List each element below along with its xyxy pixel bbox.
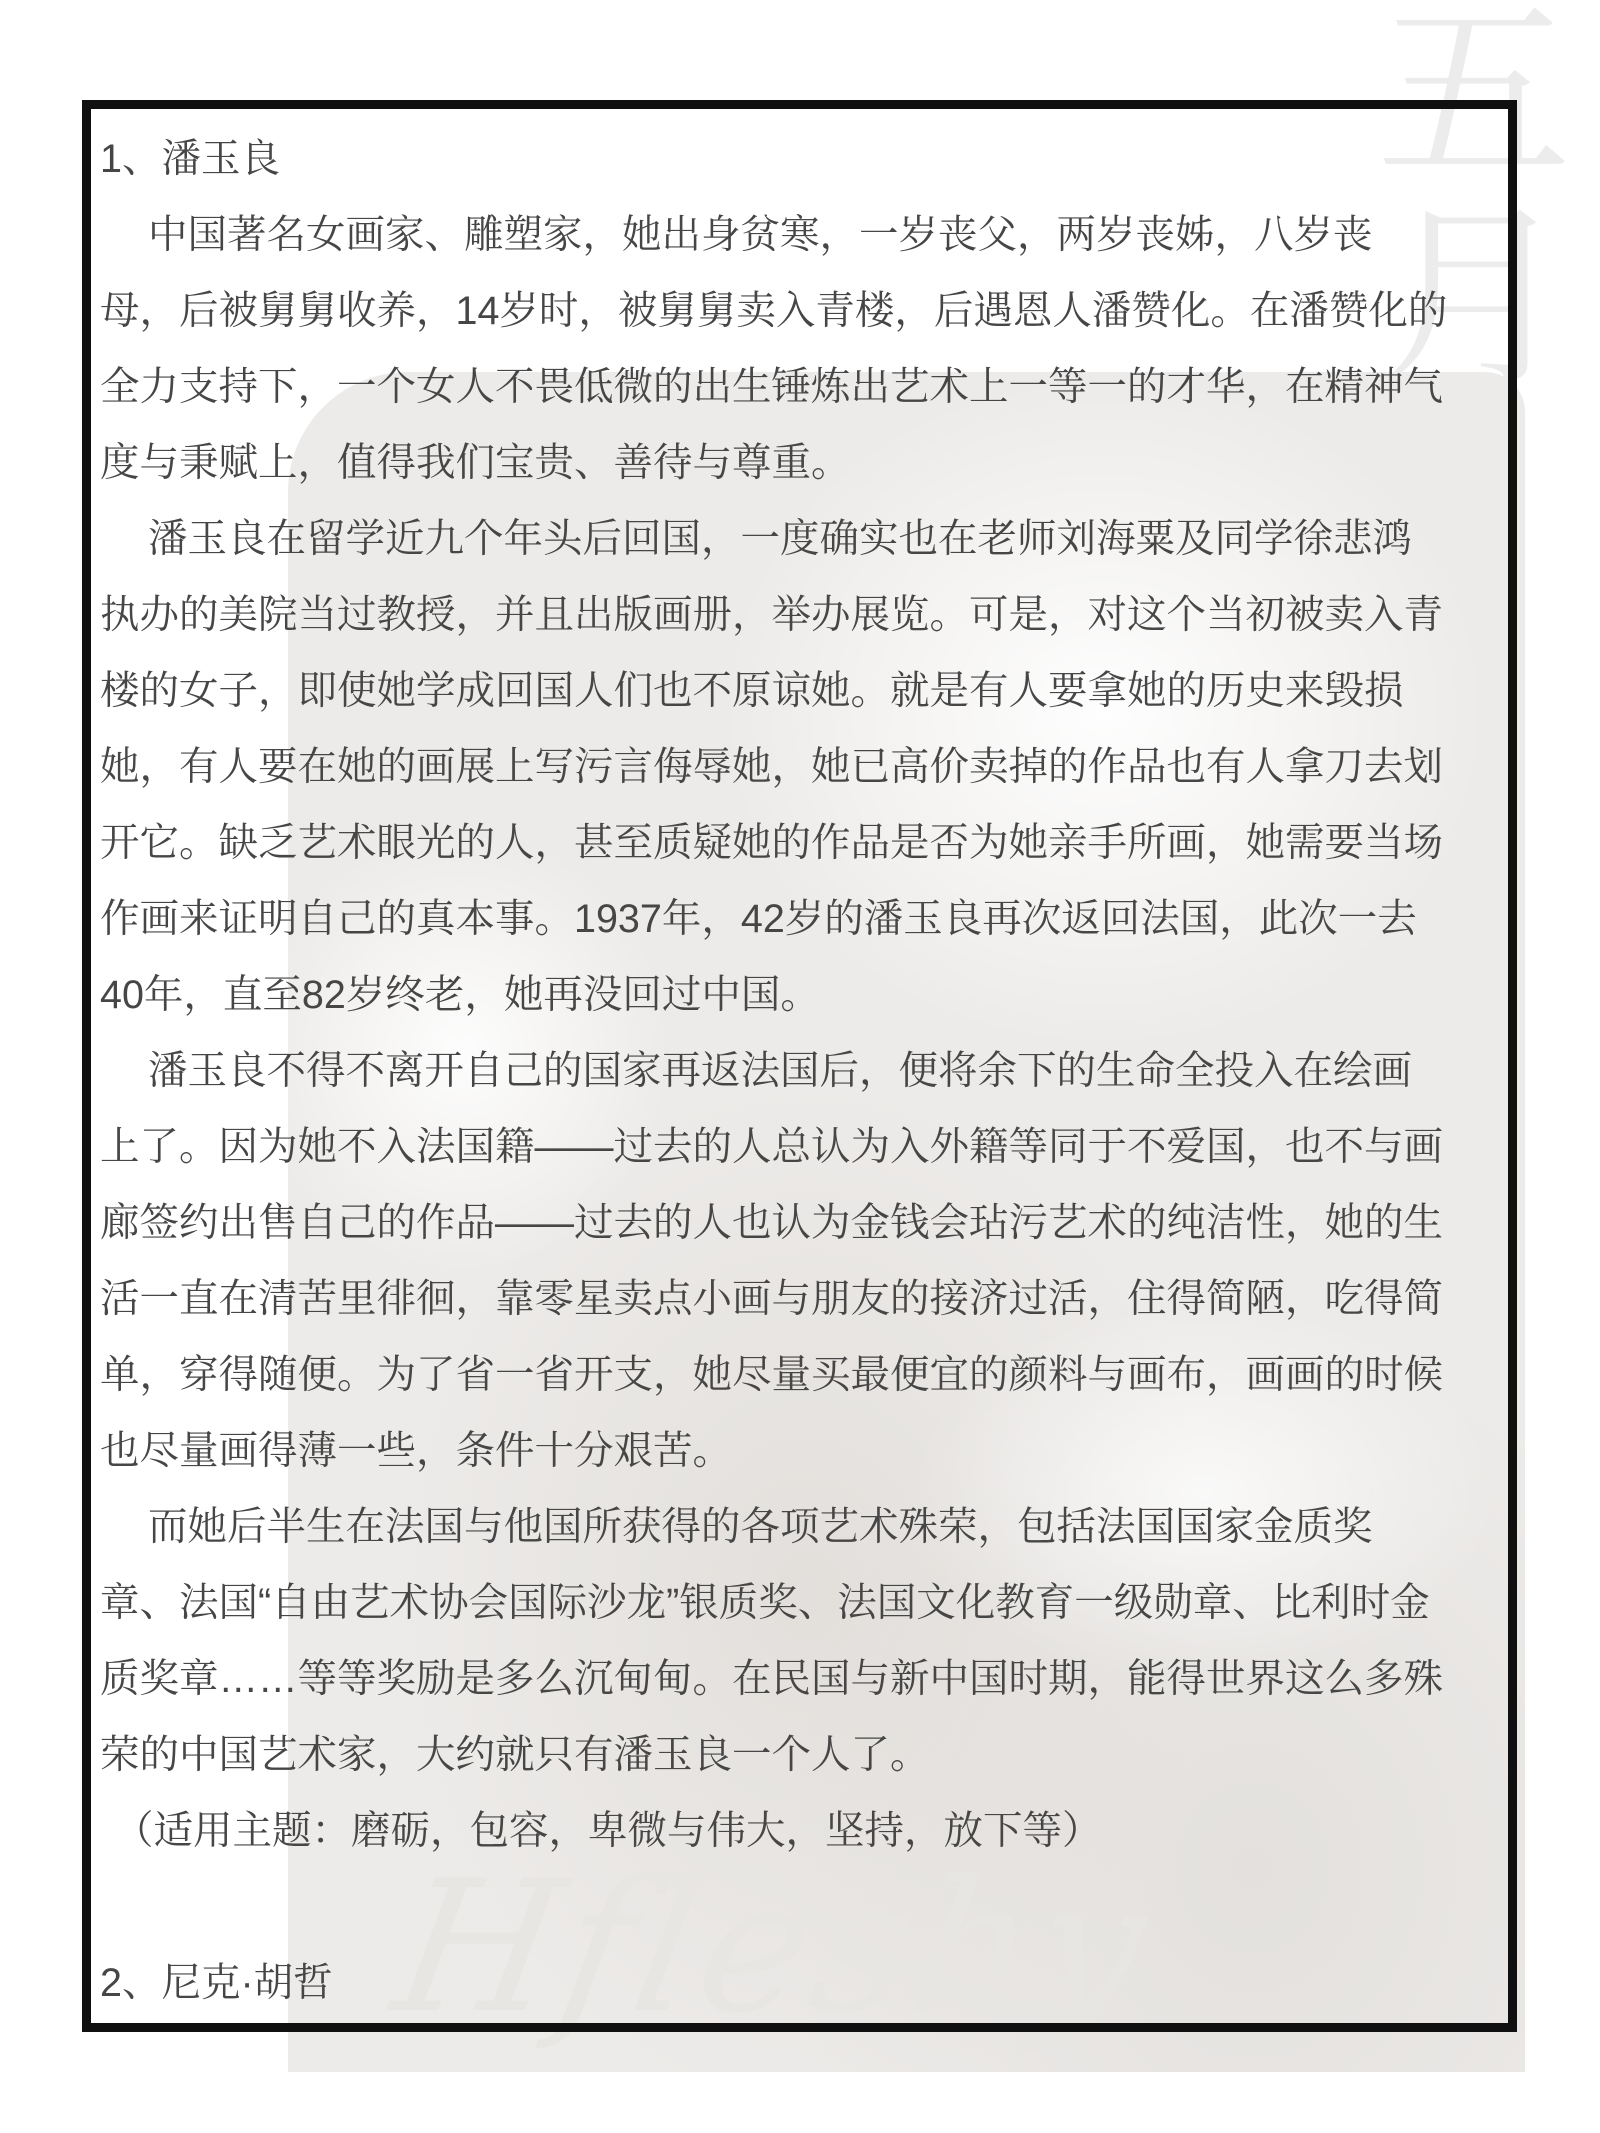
text-line: 楼的女子，即使她学成回国人们也不原谅她。就是有人要拿她的历史来毁损 [100,669,1404,713]
section-1-heading: 1、潘玉良 [100,137,280,181]
month-watermark-char-2: 月 [1376,190,1572,408]
text-line: 开它。缺乏艺术眼光的人，甚至质疑她的作品是否为她亲手所画，她需要当场 [100,821,1443,865]
text-line: 廊签约出售自己的作品——过去的人也认为金钱会玷污艺术的纯洁性，她的生 [100,1201,1443,1245]
article-text [100,121,1492,2021]
text-line: 单，穿得随便。为了省一省开支，她尽量买最便宜的颜料与画布，画画的时候 [100,1353,1443,1397]
text-line: 度与秉赋上，值得我们宝贵、善待与尊重。 [100,441,851,485]
month-watermark-char-1: 五 [1376,0,1572,203]
text-line: 而她后半生在法国与他国所获得的各项艺术殊荣，包括法国国家金质奖 [148,1505,1373,1549]
blank-line [100,1869,1492,1945]
text-line: 作画来证明自己的真本事。1937年，42岁的潘玉良再次返回法国，此次一去 [100,897,1417,941]
section-2-heading: 2、尼克·胡哲 [100,1961,333,2005]
text-line: 上了。因为她不入法国籍——过去的人总认为入外籍等同于不爱国，也不与画 [100,1125,1443,1169]
text-line: 质奖章……等等奖励是多么沉甸甸。在民国与新中国时期，能得世界这么多殊 [100,1657,1443,1701]
theme-note-line: （适用主题：磨砺，包容，卑微与伟大，坚持，放下等） [114,1809,1102,1853]
text-line: 潘玉良在留学近九个年头后回国，一度确实也在老师刘海粟及同学徐悲鸿 [148,517,1412,561]
text-line: 执办的美院当过教授，并且出版画册，举办展览。可是，对这个当初被卖入青 [100,593,1443,637]
text-line: 章、法国“自由艺术协会国际沙龙”银质奖、法国文化教育一级勋章、比利时金 [100,1581,1430,1625]
text-line: 她，有人要在她的画展上写污言侮辱她，她已高价卖掉的作品也有人拿刀去划 [100,745,1443,789]
text-line: 荣的中国艺术家，大约就只有潘玉良一个人了。 [100,1733,930,1777]
script-watermark: Hfleshy [381,1841,1167,2053]
text-line: 40年，直至82岁终老，她再没回过中国。 [100,973,820,1017]
text-line: 中国著名女画家、雕塑家，她出身贫寒，一岁丧父，两岁丧姊，八岁丧 [148,213,1373,257]
text-line: 母，后被舅舅收养，14岁时，被舅舅卖入青楼，后遇恩人潘赞化。在潘赞化的 [100,289,1448,333]
text-line: 全力支持下，一个女人不畏低微的出生锤炼出艺术上一等一的才华，在精神气 [100,365,1443,409]
text-line: 也尽量画得薄一些，条件十分艰苦。 [100,1429,732,1473]
text-line: 活一直在清苦里徘徊，靠零星卖点小画与朋友的接济过活，住得简陋，吃得简 [100,1277,1443,1321]
text-line: 潘玉良不得不离开自己的国家再返法国后，便将余下的生命全投入在绘画 [148,1049,1412,1093]
